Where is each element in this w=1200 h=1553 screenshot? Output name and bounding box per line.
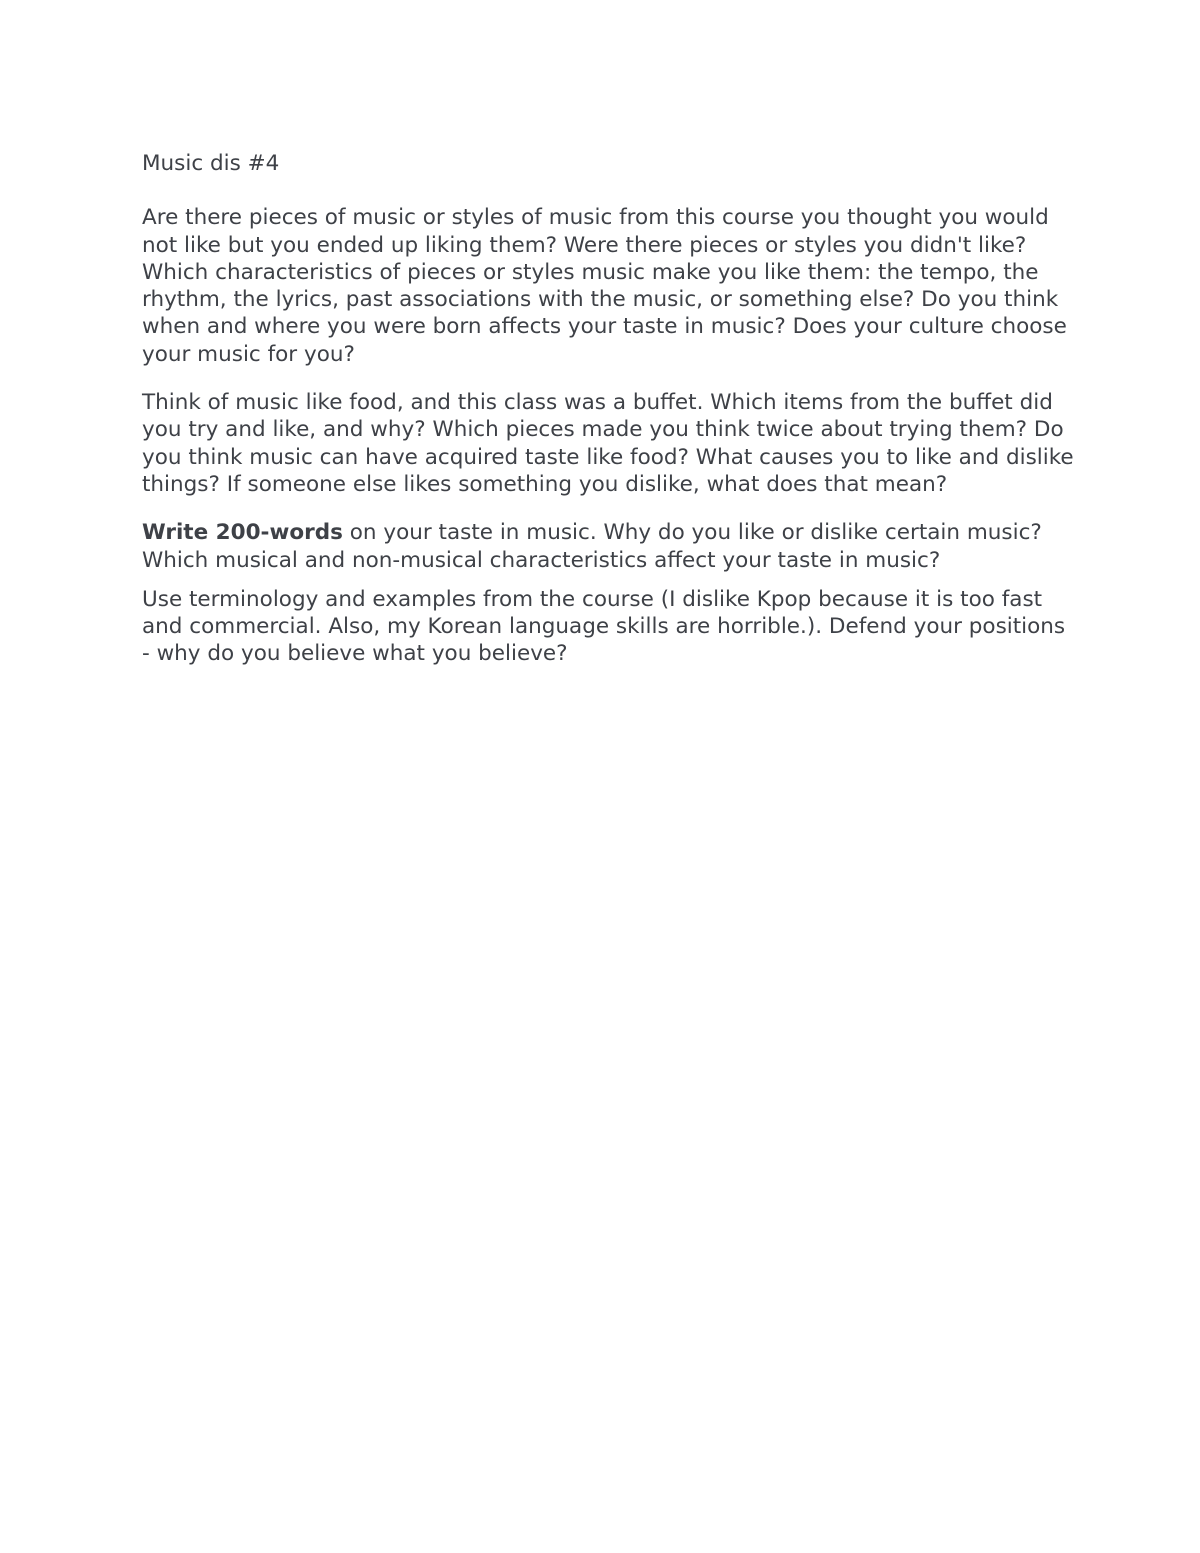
paragraph-prompt-1: Are there pieces of music or styles of music from this course you thought you would not like but you ended up liking them? Were there pieces or styles you didn't like? Which characteristics of pieces or styles music make you like them: the tempo, the rhythm, the lyrics, past associations with the music, or something else? Do you think when and where you were born affects your taste in music? Does your culture choose your music for you? — [142, 205, 1067, 367]
assignment-text: on your taste in music. Why do you like or dislike certain music? Which musical and non-musical characteristics affect your taste in music? — [142, 520, 1042, 573]
document-body — [142, 150, 1077, 668]
paragraph-prompt-2: Think of music like food, and this class was a buffet. Which items from the buffet did you try and like, and why? Which pieces made you think twice about trying them? Do you think music can have acquired taste like food? What causes you to like and dislike things? If someone else likes something you dislike, what does that mean? — [142, 390, 1074, 497]
document-title: Music dis #4 — [142, 151, 280, 176]
paragraph-instructions: Use terminology and examples from the course (I dislike Kpop because it is too fast and commercial. Also, my Korean language skills are horrible.). Defend your positions - why do you believe what you believe? — [142, 586, 1066, 667]
assignment-emphasis: Write 200-words — [142, 520, 343, 546]
paragraph-assignment — [142, 519, 1077, 574]
